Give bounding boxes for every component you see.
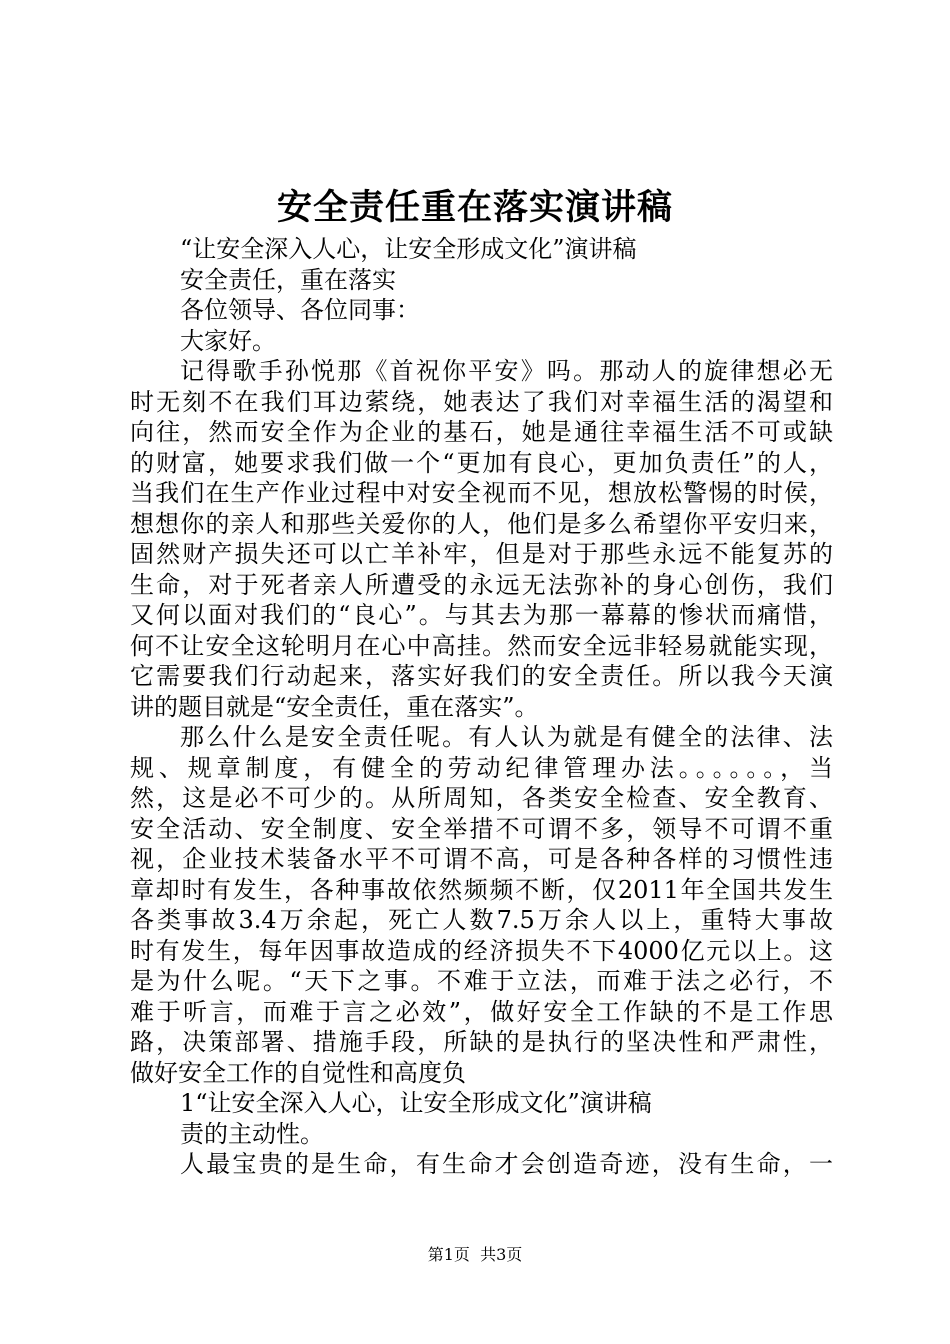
subtitle-line: “让安全深入人心，让安全形成文化”演讲稿 bbox=[180, 235, 637, 263]
speech-title-line: 安全责任，重在落实 bbox=[180, 265, 396, 294]
paragraph-line: 想想你的亲人和那些关爱你的人，他们是多么希望你平安归来， bbox=[130, 509, 833, 538]
paragraph-line: 时有发生，每年因事故造成的经济损失不下4000亿元以上。这 bbox=[130, 936, 833, 965]
page-number: 第1页 共3页 bbox=[427, 1245, 523, 1264]
salutation-line: 各位领导、各位同事： bbox=[180, 296, 420, 324]
paragraph-line: 难于听言，而难于言之必效”，做好安全工作缺的不是工作思 bbox=[130, 997, 833, 1026]
paragraph-line: 记得歌手孙悦那《首祝你平安》吗。那动人的旋律想必无 bbox=[180, 357, 833, 385]
paragraph-line: 固然财产损失还可以亡羊补牢，但是对于那些永远不能复苏的 bbox=[130, 540, 833, 568]
document-body bbox=[130, 234, 833, 1180]
document-title: 安全责任重在落实演讲稿 bbox=[276, 187, 673, 228]
paragraph-line: 的财富，她要求我们做一个“更加有良心，更加负责任”的人， bbox=[130, 448, 833, 477]
paragraph-line: 向往，然而安全作为企业的基石，她是通往幸福生活不可或缺 bbox=[130, 418, 833, 446]
paragraph-line: 视，企业技术装备水平不可谓不高，可是各种各样的习惯性违 bbox=[130, 845, 833, 873]
paragraph-line: 规、规章制度，有健全的劳动纪律管理办法。。。。。。，当 bbox=[130, 753, 833, 782]
paragraph-line: 章却时有发生，各种事故依然频频不断，仅2011年全国共发生 bbox=[130, 875, 833, 904]
paragraph-line: 那么什么是安全责任呢。有人认为就是有健全的法律、法 bbox=[180, 723, 833, 751]
paragraph-line: 人最宝贵的是生命，有生命才会创造奇迹，没有生命，一 bbox=[180, 1150, 833, 1178]
paragraph-line: 做好安全工作的自觉性和高度负 bbox=[130, 1058, 466, 1087]
paragraph-line: 又何以面对我们的“良心”。与其去为那一幕幕的惨状而痛惜， bbox=[130, 601, 833, 629]
running-header-line: 1“让安全深入人心，让安全形成文化”演讲稿 bbox=[180, 1089, 652, 1117]
paragraph-line: 安全活动、安全制度、安全举措不可谓不多，领导不可谓不重 bbox=[130, 814, 833, 843]
paragraph-line: 何不让安全这轮明月在心中高挂。然而安全远非轻易就能实现， bbox=[130, 631, 833, 660]
paragraph-line: 生命，对于死者亲人所遭受的永远无法弥补的身心创伤，我们 bbox=[130, 570, 833, 599]
paragraph-line: 路，决策部署、措施手段，所缺的是执行的坚决性和严肃性， bbox=[130, 1028, 833, 1056]
paragraph-line: 讲的题目就是“安全责任，重在落实”。 bbox=[130, 692, 539, 721]
paragraph-line: 时无刻不在我们耳边萦绕，她表达了我们对幸福生活的渴望和 bbox=[130, 387, 833, 416]
page-footer bbox=[0, 1244, 950, 1266]
greeting-line: 大家好。 bbox=[180, 326, 276, 355]
paragraph-line: 是为什么呢。“天下之事。不难于立法，而难于法之必行，不 bbox=[130, 967, 833, 995]
paragraph-line: 责的主动性。 bbox=[180, 1119, 324, 1148]
paragraph-line: 各类事故3.4万余起，死亡人数7.5万余人以上，重特大事故 bbox=[130, 906, 833, 934]
paragraph-line: 然，这是必不可少的。从所周知，各类安全检查、安全教育、 bbox=[130, 784, 833, 812]
paragraph-line: 它需要我们行动起来，落实好我们的安全责任。所以我今天演 bbox=[130, 662, 833, 690]
paragraph-line: 当我们在生产作业过程中对安全视而不见，想放松警惕的时侯， bbox=[130, 479, 833, 507]
